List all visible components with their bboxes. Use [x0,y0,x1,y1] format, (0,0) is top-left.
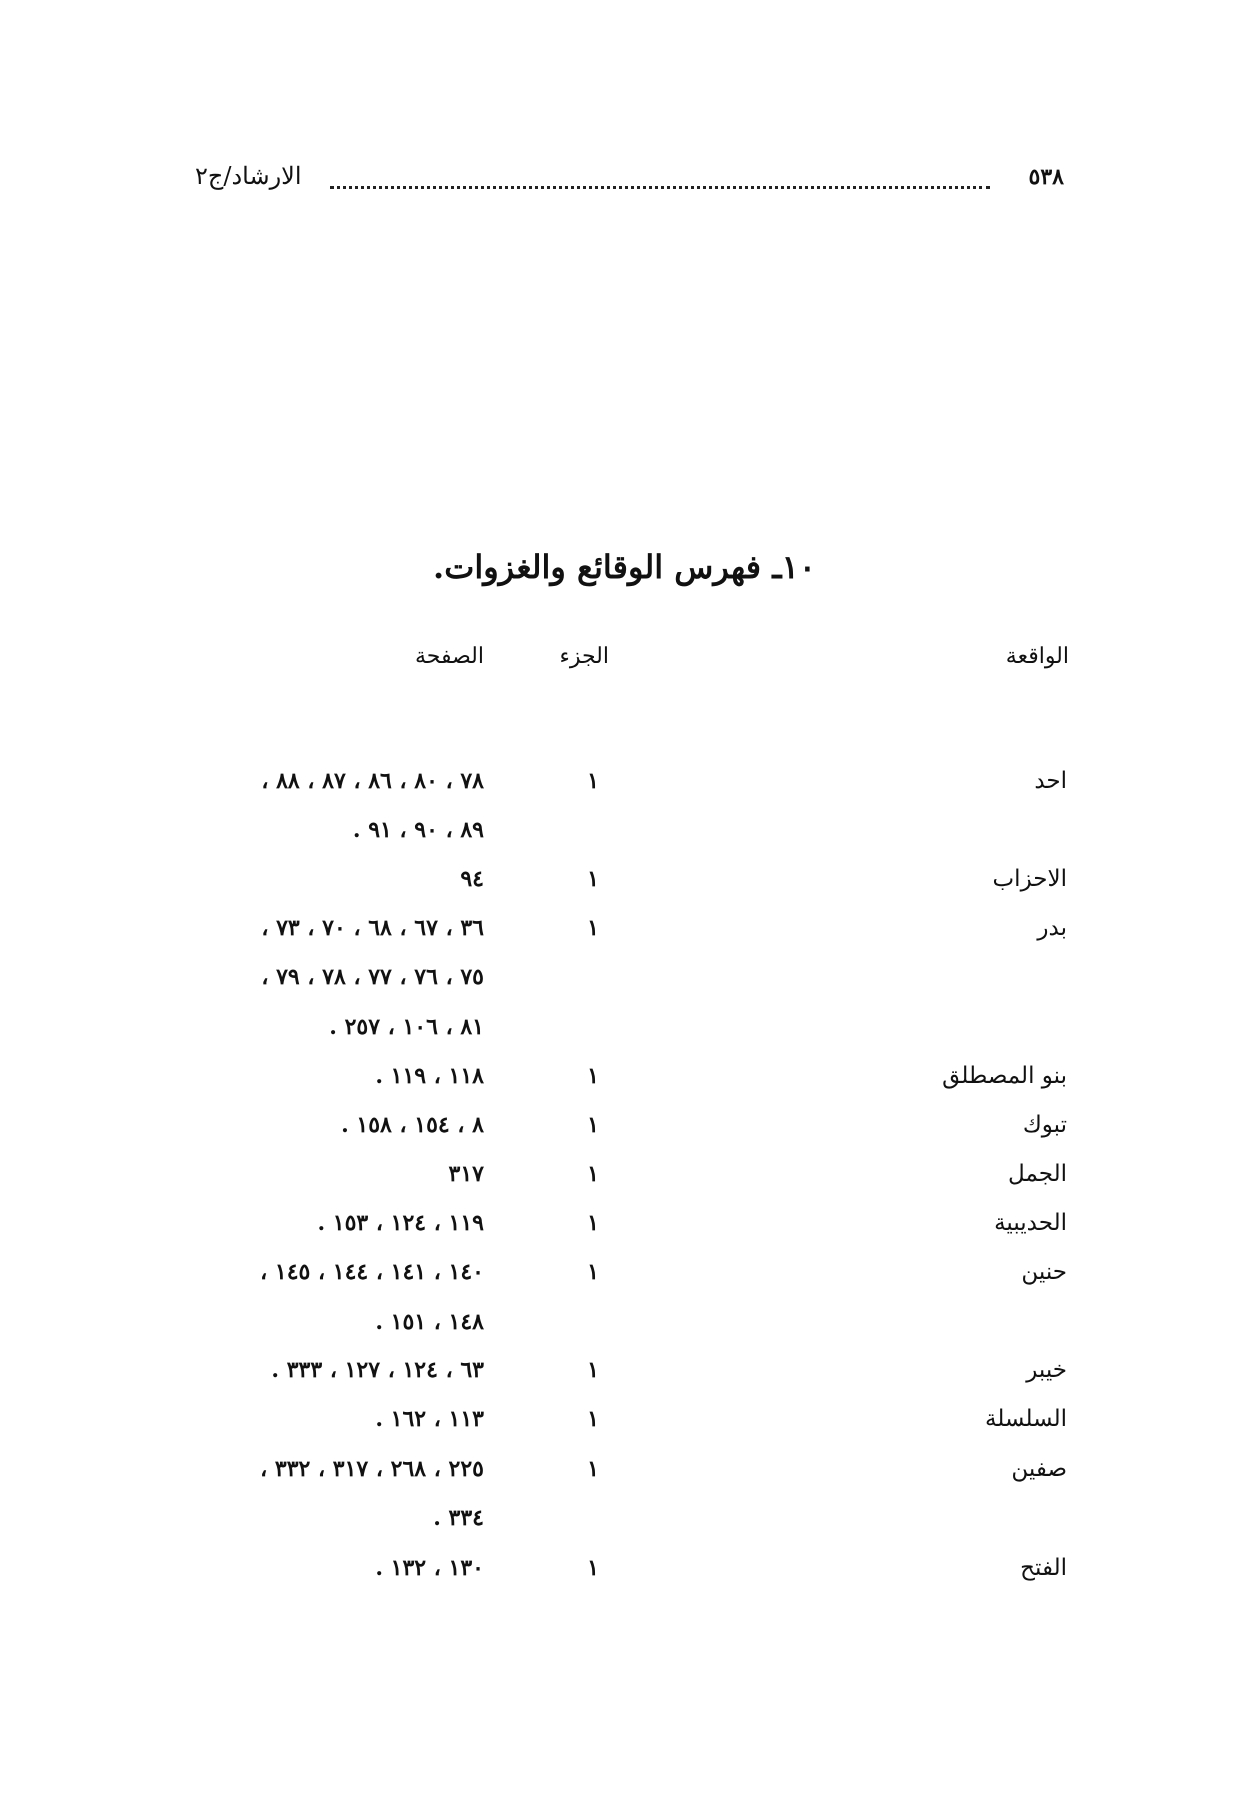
index-pages: ١١٩ ، ١٢٤ ، ١٥٣ . [317,1210,484,1236]
column-header-pages: الصفحة [414,644,484,669]
header-leader-dots [330,186,990,189]
index-row [0,1259,1249,1299]
index-part: ١ [587,1259,599,1285]
index-event: صفين [1011,1456,1067,1482]
index-event: الفتح [1020,1555,1067,1581]
index-event: حنين [1021,1259,1067,1285]
index-row [0,1555,1249,1595]
index-event: بنو المصطلق [942,1063,1067,1089]
index-pages: ١١٨ ، ١١٩ . [375,1063,484,1089]
index-pages: ٨ ، ١٥٤ ، ١٥٨ . [341,1112,484,1138]
index-part: ١ [587,1555,599,1581]
index-event: الحديبية [994,1210,1067,1236]
index-pages: ٢٢٥ ، ٢٦٨ ، ٣١٧ ، ٣٣٢ ، [260,1456,484,1482]
index-event: السلسلة [985,1406,1067,1432]
index-part: ١ [587,1406,599,1432]
section-title: ١٠ـ فهرس الوقائع والغزوات. [433,548,816,586]
index-pages: ١٤٠ ، ١٤١ ، ١٤٤ ، ١٤٥ ، [260,1259,484,1285]
index-row [0,1357,1249,1397]
index-pages: ٣٦ ، ٦٧ ، ٦٨ ، ٧٠ ، ٧٣ ، [261,915,484,941]
index-row [0,915,1249,955]
index-pages: ٣٣٤ . [433,1505,484,1531]
index-pages: ٣١٧ [448,1161,484,1187]
index-pages: ٩٤ [460,866,484,892]
index-pages: ٧٥ ، ٧٦ ، ٧٧ ، ٧٨ ، ٧٩ ، [261,964,484,990]
index-row [0,1505,1249,1545]
index-part: ١ [587,1456,599,1482]
index-row [0,964,1249,1004]
index-part: ١ [587,1112,599,1138]
index-row [0,1456,1249,1496]
index-event: احد [1034,768,1067,794]
index-pages: ٦٣ ، ١٢٤ ، ١٢٧ ، ٣٣٣ . [271,1357,484,1383]
page-number: ٥٣٨ [1028,164,1064,190]
index-part: ١ [587,1161,599,1187]
index-event: الجمل [1008,1161,1067,1187]
index-pages: ٧٨ ، ٨٠ ، ٨٦ ، ٨٧ ، ٨٨ ، [261,768,484,794]
index-row [0,866,1249,906]
index-row [0,1406,1249,1446]
index-row [0,768,1249,808]
index-row [0,1161,1249,1201]
index-part: ١ [587,1210,599,1236]
index-event: بدر [1037,915,1067,941]
index-event: تبوك [1022,1112,1067,1138]
column-header-part: الجزء [559,644,609,669]
index-event: خيبر [1026,1357,1067,1383]
index-pages: ٨١ ، ١٠٦ ، ٢٥٧ . [329,1014,484,1040]
index-pages: ١١٣ ، ١٦٢ . [375,1406,484,1432]
index-pages: ٨٩ ، ٩٠ ، ٩١ . [352,817,484,843]
index-part: ١ [587,1063,599,1089]
index-row [0,1309,1249,1349]
index-part: ١ [587,1357,599,1383]
index-row [0,1063,1249,1103]
index-row [0,1112,1249,1152]
index-part: ١ [587,768,599,794]
index-row [0,817,1249,857]
index-pages: ١٣٠ ، ١٣٢ . [375,1555,484,1581]
index-pages: ١٤٨ ، ١٥١ . [375,1309,484,1335]
index-part: ١ [587,915,599,941]
index-part: ١ [587,866,599,892]
column-header-event: الواقعة [1005,644,1069,669]
index-row [0,1014,1249,1054]
index-row [0,1210,1249,1250]
running-title: الارشاد/ج٢ [195,162,302,190]
index-event: الاحزاب [992,866,1067,892]
